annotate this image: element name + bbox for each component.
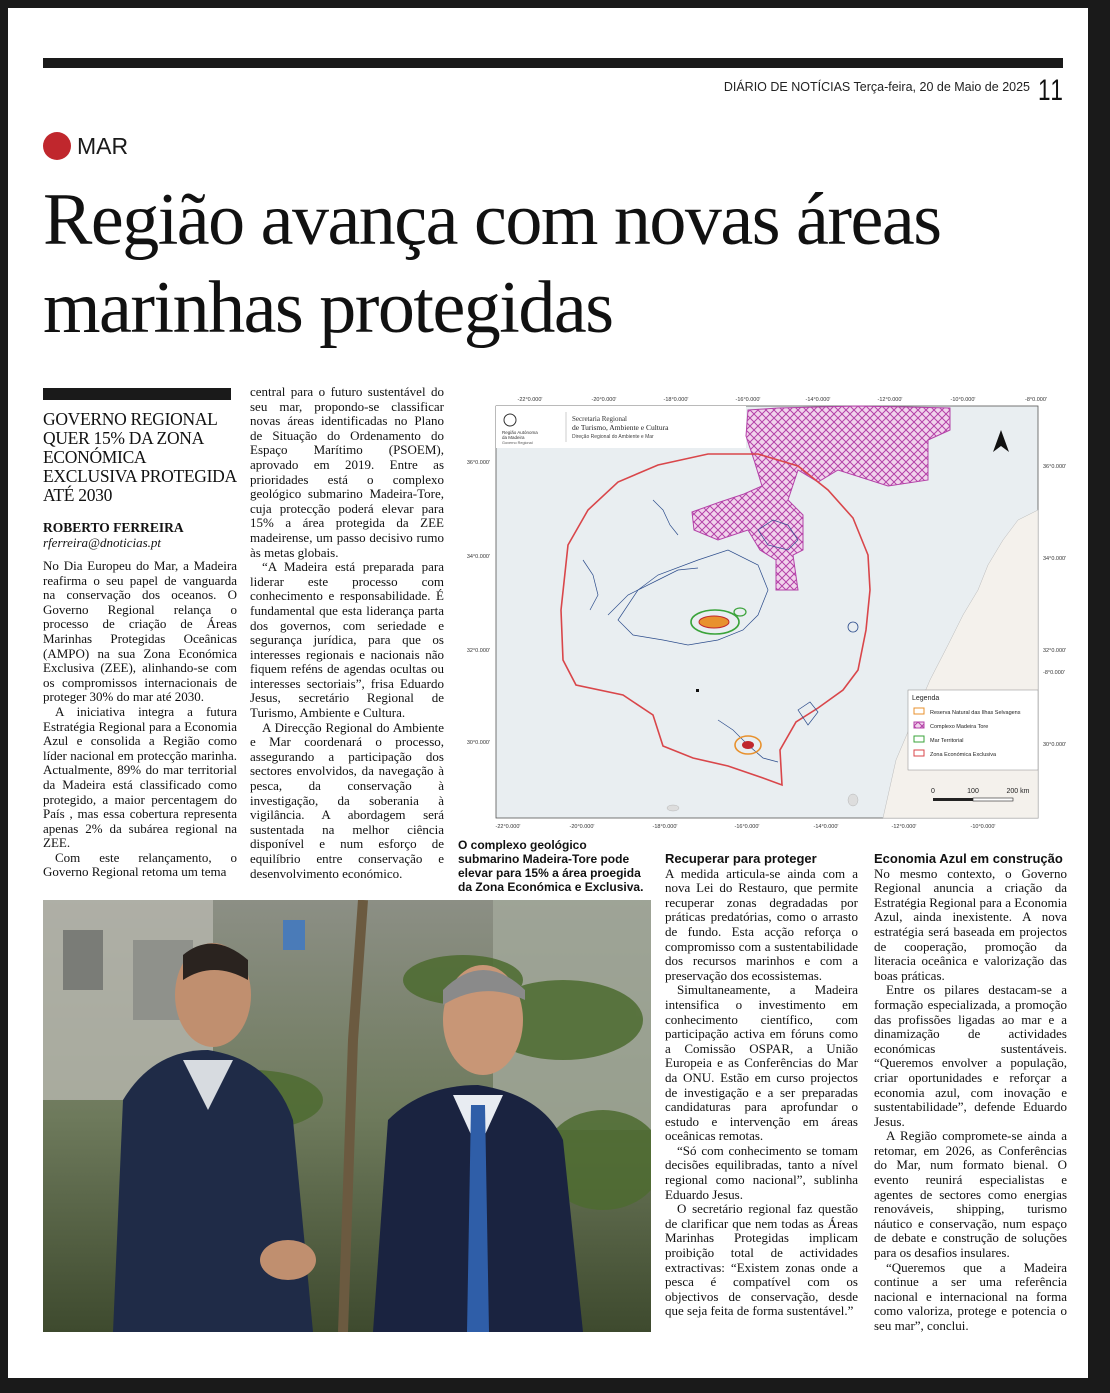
top-tick: -10°0.000'	[950, 397, 976, 403]
legend-item: Reserva Natural das Ilhas Selvagens	[930, 710, 1021, 716]
headline: Região avança com novas áreas marinhas protegidas	[43, 179, 941, 349]
paragraph: central para o futuro sustentável do seu mar, propondo-se classificar novas áreas identificadas no Plano de Situação do Ordenamento do Espaço Marítimo (PSOEM), aprovado em 2019. Entre as prioridades está o complexo geológico submarino Madeira-Tore, cuja protecção poderá elevar para 15% a área protegida da ZEE madeirense, um passo decisivo rumo às metas globais.	[250, 384, 444, 560]
body-column-2	[250, 385, 444, 881]
secretaria-text: Secretaria Regional	[572, 415, 628, 423]
paragraph: O secretário regional faz questão de clarificar que nem todas as Áreas Marinhas Protegidas implicam proibição total de actividades extractivas: “Existem zonas onde a pesca é compatível com os objectivos de conservação, desde que seja feita de forma sustentável.”	[665, 1201, 858, 1319]
paragraph: A medida articula-se ainda com a nova Lei do Restauro, que permite recuperar zonas degradadas por práticas predatórias, como o arrasto de fundo. Esta acção reforça o compromisso com a sustentabilidade dos recursos marinhos e com a preservação dos ecossistemas.	[665, 865, 858, 983]
column-heading: Recuperar para proteger	[665, 851, 817, 866]
top-tick: -18°0.000'	[663, 397, 689, 403]
paragraph: Simultaneamente, a Madeira intensifica o investimento em conhecimento científico, com participação activa em fóruns como a Comissão OSPAR, a União Europeia e as Conferências do Mar da ONU. Estão em curso projectos de investigação e a ser preparadas candidaturas para aprofundar o estudo e intervenção em áreas oceânicas remotas.	[665, 982, 858, 1144]
section-tag	[43, 132, 128, 160]
left-tick: 32°0.000'	[466, 648, 490, 654]
left-tick: 34°0.000'	[466, 554, 490, 560]
top-tick: -8°0.000'	[1025, 397, 1047, 403]
legend-title: Legenda	[912, 695, 940, 702]
right-tick: 36°0.000'	[1043, 464, 1067, 470]
legend-item: Mar Territorial	[930, 738, 964, 744]
byline-author: ROBERTO FERREIRA	[43, 520, 184, 535]
bottom-tick: -14°0.000'	[813, 824, 839, 830]
bottom-tick: -10°0.000'	[970, 824, 996, 830]
paragraph: “Só com conhecimento se tomam decisões equilibradas, tanto a nível regional como nacional”, sublinha Eduardo Jesus.	[665, 1142, 858, 1202]
byline-email[interactable]: rferreira@dnoticias.pt	[43, 535, 162, 550]
paragraph: “A Madeira está preparada para liderar este processo com conhecimento e responsabilidade. É fundamental que esta liderança parta dos governos, com seriedade e segurança jurídica, para que os interesses regionais e nacionais não fiquem reféns de agendas ocultas ou interesses sectoriais”, frisa Eduardo Jesus, secretário Regional de Turismo, Ambiente e Cultura.	[250, 559, 444, 721]
right-tick: -8°0.000'	[1043, 670, 1065, 676]
left-tick: 36°0.000'	[466, 460, 490, 466]
section-label: MAR	[77, 132, 129, 159]
newspaper-page	[8, 8, 1088, 1378]
logo-text: Governo Regional	[502, 441, 533, 445]
scale-label: 100	[967, 788, 979, 795]
section-dot-icon	[43, 132, 71, 160]
top-tick: -16°0.000'	[735, 397, 761, 403]
right-tick: 32°0.000'	[1043, 648, 1067, 654]
right-tick: 34°0.000'	[1043, 556, 1067, 562]
selvagens-island	[742, 741, 754, 749]
column-heading: Economia Azul em construção	[874, 851, 1063, 866]
legend-item: Complexo Madeira Tore	[930, 724, 989, 730]
page-header	[708, 80, 1030, 94]
paragraph: A Região compromete-se ainda a retomar, em 2026, as Conferências do Mar, num formato bienal. O evento reunirá especialistas e agentes de sectores como energias renováveis, shipping, turismo náutico e conservação, num espaço de debate e construção de soluções para os desafios insulares.	[874, 1128, 1067, 1261]
top-tick: -20°0.000'	[591, 397, 617, 403]
map-caption: O complexo geológico submarino Madeira-Tore pode elevar para 15% a área proegida da Zona Económica e Exclusiva.	[458, 838, 644, 894]
logo-text: Região Autónoma	[502, 430, 538, 435]
paragraph: “Queremos que a Madeira continue a ser uma referência nacional e internacional na forma como valoriza, protege e potencia o seu mar”, conclui.	[874, 1259, 1067, 1333]
photo-two-officials	[43, 900, 651, 1332]
scale-label: 0	[931, 788, 935, 795]
bottom-tick: -20°0.000'	[569, 824, 595, 830]
madeira-island	[699, 616, 729, 628]
secretaria-text: Direção Regional do Ambiente e Mar	[572, 434, 654, 440]
scale-label: 200 km	[1006, 788, 1030, 795]
bottom-tick: -12°0.000'	[891, 824, 917, 830]
top-rule	[43, 58, 1063, 68]
body-column-4	[874, 852, 1067, 1334]
paragraph: No Dia Europeu do Mar, a Madeira reafirma o seu papel de vanguarda na conservação dos oceanos. O Governo Regional relança o processo de criação de Áreas Marinhas Protegidas Oceânicas (AMPO) na sua Zona Económica Exclusiva (ZEE), alinhando-se com os compromissos internacionais de proteger 30% do mar até 2030.	[43, 558, 237, 705]
top-tick: -14°0.000'	[805, 397, 831, 403]
logo-text: da Madeira	[502, 435, 525, 440]
body-column-1	[43, 559, 237, 880]
secretaria-text: de Turismo, Ambiente e Cultura	[572, 423, 669, 432]
subheadline: GOVERNO REGIONAL QUER 15% DA ZONA ECONÓMICA EXCLUSIVA PROTEGIDA ATÉ 2030	[43, 409, 236, 505]
top-tick: -22°0.000'	[517, 397, 543, 403]
paragraph: No mesmo contexto, o Governo Regional anuncia a criação da Estratégia Regional para a Economia Azul, ainda inexistente. A nova estratégia será baseada em projectos de cooperação, promoção da literacia oceânica e valorização das boas práticas.	[874, 865, 1067, 983]
body-column-3	[665, 852, 858, 1319]
paragraph: A iniciativa integra a futura Estratégia Regional para a Economia Azul e consolida a Região como líder nacional em protecção marinha. Actualmente, 89% do mar territorial da Madeira está classificado como protegido, a maior percentagem do País , mas essa cobertura representa apenas 2% da subárea regional na ZEE.	[43, 703, 237, 851]
left-tick: 30°0.000'	[466, 740, 490, 746]
page-number: 11	[1038, 74, 1065, 107]
bottom-tick: -18°0.000'	[652, 824, 678, 830]
subhead-rule	[43, 388, 231, 400]
zee-map	[458, 390, 1068, 830]
paragraph: A Direcção Regional do Ambiente e Mar coordenará o processo, assegurando a participação dos sectores envolvidos, da navegação à pesca, da conservação à investigação, da soberania à vigilância. A abordagem será sustentada na melhor ciência disponível e num esforço de equilíbrio entre conservação e desenvolvimento económico.	[250, 719, 444, 881]
publication-name: DIÁRIO DE NOTÍCIAS	[723, 80, 851, 94]
publication-date: Terça-feira, 20 de Maio de 2025	[853, 80, 1030, 94]
legend-item: Zona Económica Exclusiva	[930, 752, 997, 758]
paragraph: Entre os pilares destacam-se a formação especializada, a promoção das profissões ligadas ao mar e a dinamização de actividades económicas sustentáveis. “Queremos envolver a população, criar oportunidades e reforçar a economia azul, com inovação e sustentabilidade”, defende Eduardo Jesus.	[874, 982, 1067, 1129]
bottom-tick: -16°0.000'	[734, 824, 760, 830]
map-legend	[908, 690, 1038, 770]
right-tick: 30°0.000'	[1043, 742, 1067, 748]
top-tick: -12°0.000'	[877, 397, 903, 403]
bottom-tick: -22°0.000'	[495, 824, 521, 830]
paragraph: Com este relançamento, o Governo Regional retoma um tema	[43, 849, 237, 880]
